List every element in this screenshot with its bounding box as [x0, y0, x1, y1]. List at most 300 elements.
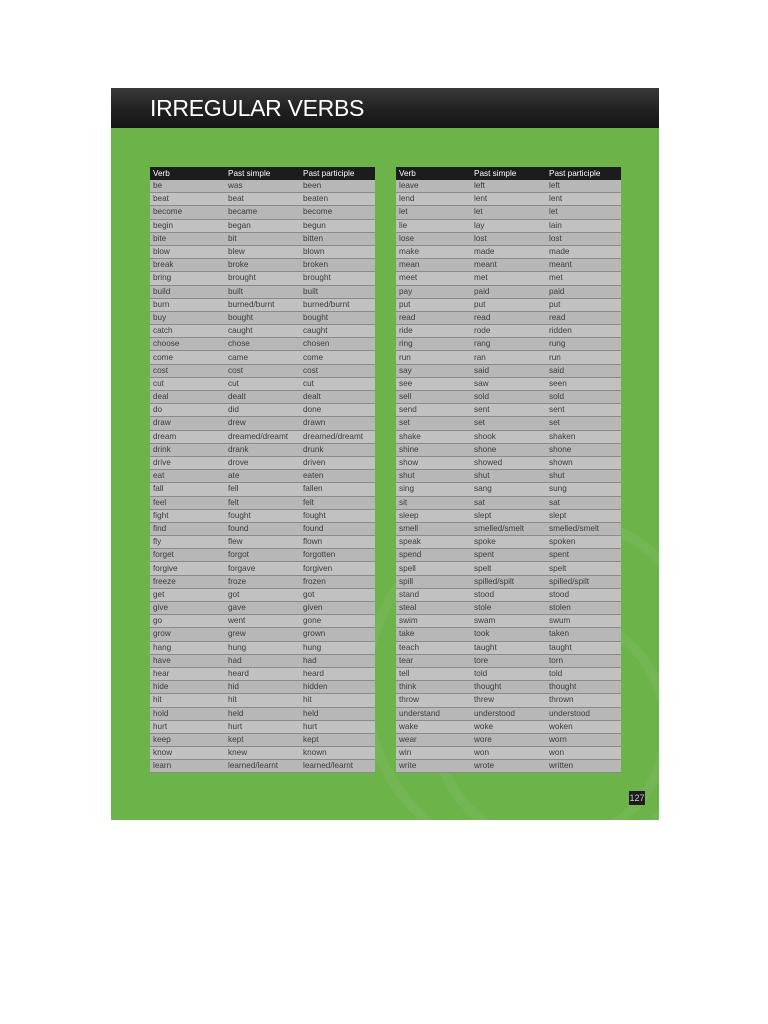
- table-row: [396, 615, 621, 628]
- past-simple-cell: threw: [471, 694, 546, 707]
- past-simple-cell: beat: [225, 193, 300, 206]
- verb-cell: have: [150, 654, 225, 667]
- past-simple-cell: sang: [471, 483, 546, 496]
- table-row: [150, 694, 375, 707]
- past-simple-cell: grew: [225, 628, 300, 641]
- table-row: [396, 496, 621, 509]
- past-simple-cell: won: [471, 747, 546, 760]
- table-row: [396, 272, 621, 285]
- table-row: [396, 351, 621, 364]
- verb-cell: go: [150, 615, 225, 628]
- table-row: [396, 417, 621, 430]
- past-participle-cell: hurt: [300, 720, 375, 733]
- past-simple-cell: hurt: [225, 720, 300, 733]
- table-row: [396, 298, 621, 311]
- table-row: [150, 377, 375, 390]
- table-row: [396, 456, 621, 469]
- past-participle-cell: grown: [300, 628, 375, 641]
- past-simple-cell: flew: [225, 536, 300, 549]
- verb-cell: cost: [150, 364, 225, 377]
- verb-cell: shine: [396, 443, 471, 456]
- past-participle-cell: smelled/smelt: [546, 522, 621, 535]
- past-participle-cell: dreamed/dreamt: [300, 430, 375, 443]
- past-participle-cell: hit: [300, 694, 375, 707]
- past-simple-cell: wrote: [471, 760, 546, 773]
- verb-cell: see: [396, 377, 471, 390]
- verb-cell: grow: [150, 628, 225, 641]
- past-participle-cell: cost: [300, 364, 375, 377]
- table-row: [396, 562, 621, 575]
- past-simple-cell: made: [471, 245, 546, 258]
- verb-cell: find: [150, 522, 225, 535]
- verb-cell: hit: [150, 694, 225, 707]
- past-participle-cell: brought: [300, 272, 375, 285]
- past-participle-cell: known: [300, 747, 375, 760]
- verb-cell: deal: [150, 391, 225, 404]
- past-simple-cell: cost: [225, 364, 300, 377]
- verb-cell: wear: [396, 733, 471, 746]
- table-row: [150, 615, 375, 628]
- verb-cell: begin: [150, 219, 225, 232]
- past-participle-cell: caught: [300, 325, 375, 338]
- table-row: [396, 404, 621, 417]
- page-title: IRREGULAR VERBS: [150, 95, 365, 121]
- past-simple-cell: kept: [225, 733, 300, 746]
- past-simple-cell: tore: [471, 654, 546, 667]
- past-participle-cell: paid: [546, 285, 621, 298]
- verb-cell: bring: [150, 272, 225, 285]
- verb-cell: run: [396, 351, 471, 364]
- table-row: [150, 391, 375, 404]
- verb-cell: burn: [150, 298, 225, 311]
- past-participle-cell: meant: [546, 259, 621, 272]
- past-participle-cell: given: [300, 602, 375, 615]
- past-simple-cell: smelled/smelt: [471, 522, 546, 535]
- past-participle-cell: spoken: [546, 536, 621, 549]
- past-participle-cell: been: [300, 180, 375, 193]
- verb-cell: keep: [150, 733, 225, 746]
- verb-cell: hold: [150, 707, 225, 720]
- past-simple-cell: drank: [225, 443, 300, 456]
- past-simple-cell: swam: [471, 615, 546, 628]
- verb-cell: stand: [396, 588, 471, 601]
- past-simple-cell: fought: [225, 509, 300, 522]
- table-row: [396, 588, 621, 601]
- table-header-row: [396, 167, 621, 180]
- verb-cell: choose: [150, 338, 225, 351]
- table-row: [150, 404, 375, 417]
- past-participle-cell: come: [300, 351, 375, 364]
- verb-cell: make: [396, 245, 471, 258]
- past-participle-cell: worn: [546, 733, 621, 746]
- verb-cell: write: [396, 760, 471, 773]
- table-row: [396, 628, 621, 641]
- verb-cell: build: [150, 285, 225, 298]
- past-participle-cell: spilled/spilt: [546, 575, 621, 588]
- table-row: [396, 338, 621, 351]
- verb-cell: drink: [150, 443, 225, 456]
- table-row: [396, 509, 621, 522]
- verb-cell: fall: [150, 483, 225, 496]
- verb-cell: hurt: [150, 720, 225, 733]
- verb-cell: tear: [396, 654, 471, 667]
- past-simple-cell: came: [225, 351, 300, 364]
- table-row: [150, 483, 375, 496]
- past-participle-cell: stood: [546, 588, 621, 601]
- verb-cell: swim: [396, 615, 471, 628]
- past-simple-cell: sat: [471, 496, 546, 509]
- past-participle-cell: bitten: [300, 232, 375, 245]
- past-simple-cell: let: [471, 206, 546, 219]
- past-simple-cell: rode: [471, 325, 546, 338]
- table-row: [150, 588, 375, 601]
- table-row: [396, 483, 621, 496]
- past-participle-cell: written: [546, 760, 621, 773]
- table-row: [396, 694, 621, 707]
- past-participle-cell: sat: [546, 496, 621, 509]
- table-row: [396, 443, 621, 456]
- verb-table-left: [150, 167, 375, 773]
- past-simple-cell: thought: [471, 681, 546, 694]
- table-row: [396, 391, 621, 404]
- table-row: [396, 232, 621, 245]
- table-row: [150, 351, 375, 364]
- past-simple-cell: felt: [225, 496, 300, 509]
- past-simple-cell: lent: [471, 193, 546, 206]
- table-row: [150, 417, 375, 430]
- column-header-verb: Verb: [396, 167, 471, 180]
- verb-cell: spell: [396, 562, 471, 575]
- verb-cell: know: [150, 747, 225, 760]
- past-simple-cell: froze: [225, 575, 300, 588]
- table-row: [396, 470, 621, 483]
- verb-cell: become: [150, 206, 225, 219]
- past-simple-cell: woke: [471, 720, 546, 733]
- past-simple-cell: said: [471, 364, 546, 377]
- past-participle-cell: shown: [546, 456, 621, 469]
- past-participle-cell: slept: [546, 509, 621, 522]
- past-simple-cell: forgot: [225, 549, 300, 562]
- table-row: [150, 522, 375, 535]
- verb-cell: mean: [396, 259, 471, 272]
- table-row: [150, 193, 375, 206]
- table-row: [396, 747, 621, 760]
- table-row: [150, 443, 375, 456]
- verb-cell: teach: [396, 641, 471, 654]
- past-participle-cell: held: [300, 707, 375, 720]
- past-participle-cell: stolen: [546, 602, 621, 615]
- past-simple-cell: meant: [471, 259, 546, 272]
- table-row: [396, 325, 621, 338]
- past-participle-cell: dealt: [300, 391, 375, 404]
- book-page: [111, 88, 659, 820]
- past-simple-cell: understood: [471, 707, 546, 720]
- past-simple-cell: spilled/spilt: [471, 575, 546, 588]
- verb-cell: draw: [150, 417, 225, 430]
- verb-cell: leave: [396, 180, 471, 193]
- verb-cell: set: [396, 417, 471, 430]
- past-participle-cell: lost: [546, 232, 621, 245]
- table-row: [396, 733, 621, 746]
- past-participle-cell: felt: [300, 496, 375, 509]
- table-row: [150, 470, 375, 483]
- verb-cell: do: [150, 404, 225, 417]
- table-row: [150, 733, 375, 746]
- table-row: [150, 219, 375, 232]
- past-participle-cell: hidden: [300, 681, 375, 694]
- table-row: [396, 377, 621, 390]
- verb-cell: pay: [396, 285, 471, 298]
- past-simple-cell: stole: [471, 602, 546, 615]
- verb-cell: let: [396, 206, 471, 219]
- past-simple-cell: paid: [471, 285, 546, 298]
- table-row: [396, 681, 621, 694]
- verb-cell: steal: [396, 602, 471, 615]
- verb-cell: sit: [396, 496, 471, 509]
- past-participle-cell: woken: [546, 720, 621, 733]
- past-participle-cell: lent: [546, 193, 621, 206]
- table-row: [396, 575, 621, 588]
- table-row: [150, 575, 375, 588]
- past-simple-cell: rang: [471, 338, 546, 351]
- table-row: [150, 285, 375, 298]
- past-participle-cell: run: [546, 351, 621, 364]
- past-participle-cell: rung: [546, 338, 621, 351]
- past-simple-cell: bought: [225, 311, 300, 324]
- past-participle-cell: won: [546, 747, 621, 760]
- past-simple-cell: was: [225, 180, 300, 193]
- past-simple-cell: shone: [471, 443, 546, 456]
- verb-cell: break: [150, 259, 225, 272]
- verb-cell: ring: [396, 338, 471, 351]
- past-participle-cell: flown: [300, 536, 375, 549]
- verb-cell: sell: [396, 391, 471, 404]
- past-simple-cell: brought: [225, 272, 300, 285]
- verb-cell: spill: [396, 575, 471, 588]
- table-row: [150, 602, 375, 615]
- verb-cell: get: [150, 588, 225, 601]
- past-participle-cell: ridden: [546, 325, 621, 338]
- past-simple-cell: cut: [225, 377, 300, 390]
- past-simple-cell: held: [225, 707, 300, 720]
- past-participle-cell: spent: [546, 549, 621, 562]
- past-participle-cell: torn: [546, 654, 621, 667]
- past-participle-cell: shone: [546, 443, 621, 456]
- table-row: [150, 364, 375, 377]
- verb-cell: throw: [396, 694, 471, 707]
- verb-cell: blow: [150, 245, 225, 258]
- past-participle-cell: heard: [300, 667, 375, 680]
- past-simple-cell: fell: [225, 483, 300, 496]
- table-row: [150, 747, 375, 760]
- table-row: [396, 602, 621, 615]
- past-participle-cell: drawn: [300, 417, 375, 430]
- past-simple-cell: knew: [225, 747, 300, 760]
- past-participle-cell: chosen: [300, 338, 375, 351]
- past-simple-cell: shook: [471, 430, 546, 443]
- table-row: [396, 720, 621, 733]
- verb-table-right: [396, 167, 621, 773]
- past-participle-cell: blown: [300, 245, 375, 258]
- verb-cell: fly: [150, 536, 225, 549]
- past-participle-cell: learned/learnt: [300, 760, 375, 773]
- table-row: [396, 654, 621, 667]
- verb-cell: meet: [396, 272, 471, 285]
- verb-cell: think: [396, 681, 471, 694]
- table-row: [150, 496, 375, 509]
- past-simple-cell: spent: [471, 549, 546, 562]
- verb-cell: smell: [396, 522, 471, 535]
- past-simple-cell: showed: [471, 456, 546, 469]
- column-header-past-simple: Past simple: [471, 167, 546, 180]
- verb-cell: win: [396, 747, 471, 760]
- past-simple-cell: heard: [225, 667, 300, 680]
- table-row: [150, 628, 375, 641]
- past-simple-cell: did: [225, 404, 300, 417]
- past-simple-cell: stood: [471, 588, 546, 601]
- verb-cell: lie: [396, 219, 471, 232]
- past-simple-cell: lost: [471, 232, 546, 245]
- past-participle-cell: found: [300, 522, 375, 535]
- verb-cell: sleep: [396, 509, 471, 522]
- verb-cell: give: [150, 602, 225, 615]
- table-row: [150, 298, 375, 311]
- past-simple-cell: forgave: [225, 562, 300, 575]
- verb-cell: understand: [396, 707, 471, 720]
- table-row: [150, 549, 375, 562]
- table-row: [396, 206, 621, 219]
- past-simple-cell: ate: [225, 470, 300, 483]
- past-simple-cell: caught: [225, 325, 300, 338]
- past-simple-cell: spoke: [471, 536, 546, 549]
- past-simple-cell: wore: [471, 733, 546, 746]
- verb-cell: show: [396, 456, 471, 469]
- table-row: [396, 364, 621, 377]
- past-simple-cell: found: [225, 522, 300, 535]
- verb-cell: sing: [396, 483, 471, 496]
- past-participle-cell: driven: [300, 456, 375, 469]
- table-row: [150, 232, 375, 245]
- table-row: [150, 311, 375, 324]
- past-simple-cell: dealt: [225, 391, 300, 404]
- past-simple-cell: hung: [225, 641, 300, 654]
- past-participle-cell: forgotten: [300, 549, 375, 562]
- past-simple-cell: sold: [471, 391, 546, 404]
- past-participle-cell: made: [546, 245, 621, 258]
- table-row: [150, 641, 375, 654]
- past-participle-cell: bought: [300, 311, 375, 324]
- table-row: [396, 430, 621, 443]
- past-simple-cell: sent: [471, 404, 546, 417]
- table-header-row: [150, 167, 375, 180]
- past-simple-cell: bit: [225, 232, 300, 245]
- verb-cell: feel: [150, 496, 225, 509]
- table-row: [150, 707, 375, 720]
- table-row: [150, 259, 375, 272]
- verb-cell: put: [396, 298, 471, 311]
- verb-cell: wake: [396, 720, 471, 733]
- past-simple-cell: hit: [225, 694, 300, 707]
- verb-cell: say: [396, 364, 471, 377]
- table-row: [150, 760, 375, 773]
- table-row: [150, 206, 375, 219]
- table-row: [396, 707, 621, 720]
- past-participle-cell: met: [546, 272, 621, 285]
- past-participle-cell: left: [546, 180, 621, 193]
- past-participle-cell: got: [300, 588, 375, 601]
- verb-cell: hide: [150, 681, 225, 694]
- verb-cell: tell: [396, 667, 471, 680]
- past-simple-cell: broke: [225, 259, 300, 272]
- past-participle-cell: taught: [546, 641, 621, 654]
- table-row: [150, 536, 375, 549]
- past-simple-cell: saw: [471, 377, 546, 390]
- column-header-past-participle: Past participle: [546, 167, 621, 180]
- table-row: [396, 549, 621, 562]
- past-simple-cell: built: [225, 285, 300, 298]
- past-participle-cell: broken: [300, 259, 375, 272]
- verb-cell: take: [396, 628, 471, 641]
- table-row: [150, 338, 375, 351]
- page-number: 127: [629, 793, 645, 803]
- verb-cell: forgive: [150, 562, 225, 575]
- past-simple-cell: taught: [471, 641, 546, 654]
- past-participle-cell: had: [300, 654, 375, 667]
- past-participle-cell: seen: [546, 377, 621, 390]
- verb-cell: lose: [396, 232, 471, 245]
- table-row: [150, 180, 375, 193]
- past-participle-cell: said: [546, 364, 621, 377]
- column-header-past-participle: Past participle: [300, 167, 375, 180]
- verb-cell: freeze: [150, 575, 225, 588]
- past-participle-cell: gone: [300, 615, 375, 628]
- verb-cell: ride: [396, 325, 471, 338]
- verb-cell: lend: [396, 193, 471, 206]
- table-row: [150, 272, 375, 285]
- past-simple-cell: dreamed/dreamt: [225, 430, 300, 443]
- table-row: [150, 667, 375, 680]
- past-participle-cell: sold: [546, 391, 621, 404]
- table-row: [396, 285, 621, 298]
- past-participle-cell: done: [300, 404, 375, 417]
- past-participle-cell: let: [546, 206, 621, 219]
- past-participle-cell: forgiven: [300, 562, 375, 575]
- past-participle-cell: read: [546, 311, 621, 324]
- verb-cell: beat: [150, 193, 225, 206]
- past-simple-cell: gave: [225, 602, 300, 615]
- verb-cell: spend: [396, 549, 471, 562]
- past-simple-cell: put: [471, 298, 546, 311]
- past-simple-cell: chose: [225, 338, 300, 351]
- column-header-past-simple: Past simple: [225, 167, 300, 180]
- verb-cell: shut: [396, 470, 471, 483]
- past-simple-cell: blew: [225, 245, 300, 258]
- past-participle-cell: spelt: [546, 562, 621, 575]
- past-participle-cell: frozen: [300, 575, 375, 588]
- past-participle-cell: drunk: [300, 443, 375, 456]
- table-row: [150, 456, 375, 469]
- past-simple-cell: told: [471, 667, 546, 680]
- verb-cell: speak: [396, 536, 471, 549]
- past-simple-cell: drove: [225, 456, 300, 469]
- verb-cell: send: [396, 404, 471, 417]
- past-participle-cell: burned/burnt: [300, 298, 375, 311]
- table-row: [396, 760, 621, 773]
- past-participle-cell: understood: [546, 707, 621, 720]
- verb-cell: catch: [150, 325, 225, 338]
- past-simple-cell: burned/burnt: [225, 298, 300, 311]
- past-simple-cell: set: [471, 417, 546, 430]
